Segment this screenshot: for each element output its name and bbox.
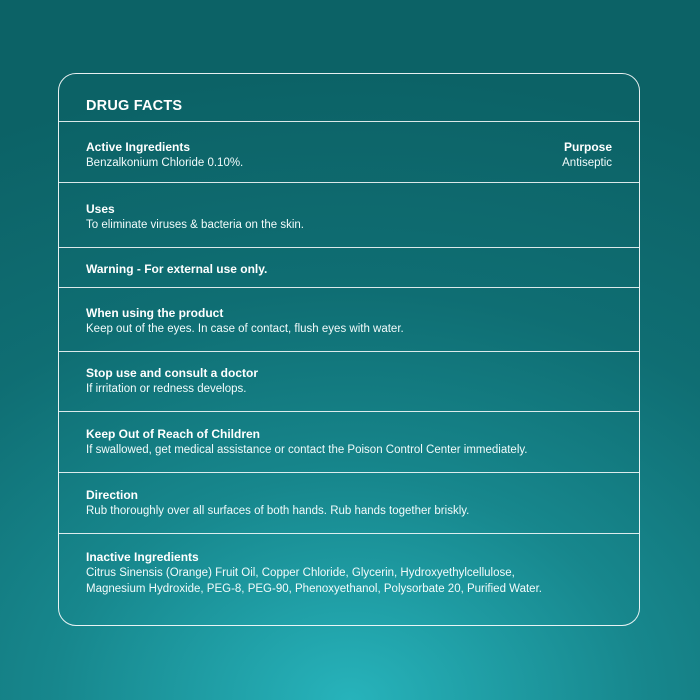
keep-out-text: If swallowed, get medical assistance or contact the Poison Control Center immediately. — [86, 444, 528, 456]
purpose-heading: Purpose — [563, 140, 612, 154]
warning-heading: Warning - For external use only. — [86, 262, 268, 276]
warning-section — [86, 262, 612, 277]
divider — [59, 121, 639, 122]
inactive-ingredients-heading: Inactive Ingredients — [86, 550, 199, 564]
uses-section — [86, 202, 612, 233]
divider — [59, 182, 639, 183]
divider — [59, 472, 639, 473]
direction-text: Rub thoroughly over all surfaces of both hands. Rub hands together briskly. — [86, 505, 470, 517]
when-using-text: Keep out of the eyes. In case of contact, flush eyes with water. — [86, 323, 404, 335]
inactive-ingredients-line-2: Magnesium Hydroxide, PEG-8, PEG-90, Phenoxyethanol, Polysorbate 20, Purified Water. — [86, 583, 542, 595]
active-ingredients-text: Benzalkonium Chloride 0.10%. — [86, 157, 244, 169]
uses-text: To eliminate viruses & bacteria on the skin. — [86, 219, 304, 231]
stop-use-heading: Stop use and consult a doctor — [86, 366, 259, 380]
stop-use-section — [86, 366, 612, 397]
divider — [59, 533, 639, 534]
when-using-section — [86, 306, 612, 337]
drug-facts-panel — [58, 73, 640, 626]
inactive-ingredients-line-1: Citrus Sinensis (Orange) Fruit Oil, Copper Chloride, Glycerin, Hydroxyethylcellulose, — [86, 567, 515, 579]
active-ingredients-heading: Active Ingredients — [86, 140, 191, 154]
divider — [59, 351, 639, 352]
inactive-ingredients-section — [86, 550, 612, 597]
purpose-text: Antiseptic — [562, 157, 612, 169]
divider — [59, 411, 639, 412]
when-using-heading: When using the product — [86, 306, 224, 320]
uses-heading: Uses — [86, 202, 115, 216]
drug-facts-title: DRUG FACTS — [86, 98, 183, 114]
keep-out-heading: Keep Out of Reach of Children — [86, 427, 261, 441]
direction-section — [86, 488, 612, 519]
stop-use-text: If irritation or redness develops. — [86, 383, 247, 395]
divider — [59, 287, 639, 288]
active-ingredients-section — [86, 140, 612, 171]
keep-out-section — [86, 427, 612, 458]
direction-heading: Direction — [86, 488, 139, 502]
purpose-column — [562, 140, 612, 171]
divider — [59, 247, 639, 248]
